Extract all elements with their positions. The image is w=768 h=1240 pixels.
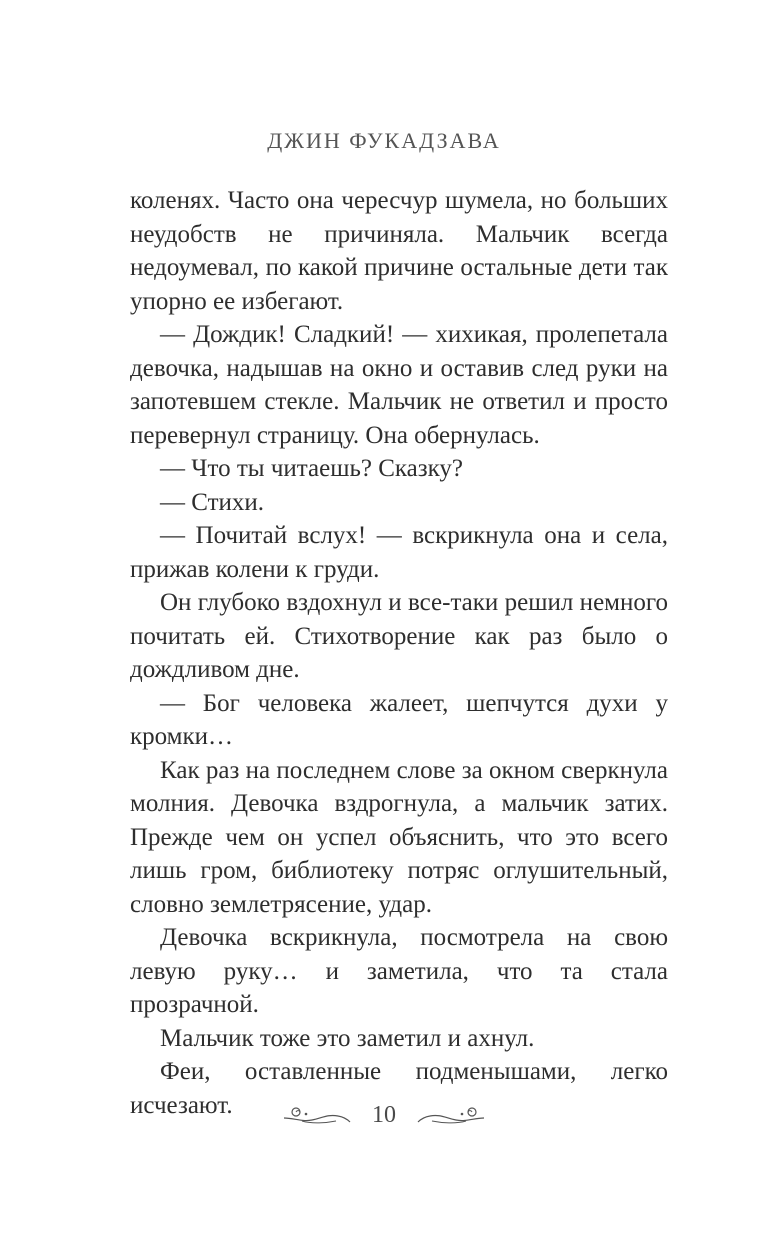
paragraph-7: — Бог человека жалеет, шепчутся духи у кромки… bbox=[130, 689, 668, 750]
paragraph-5: — Почитай вслух! — вскрикнула она и села, прижав колени к груди. bbox=[130, 522, 668, 583]
body-text bbox=[130, 184, 668, 1122]
running-head: ДЖИН ФУКАДЗАВА bbox=[267, 128, 501, 153]
flourish-ornament-left-icon bbox=[282, 1104, 352, 1128]
paragraph-4: — Стихи. bbox=[160, 488, 265, 516]
page-footer bbox=[0, 1102, 768, 1129]
flourish-ornament-right-icon bbox=[416, 1104, 486, 1128]
paragraph-11: Феи, оставленные подменышами, легко исчезают. bbox=[130, 1058, 668, 1119]
paragraph-6: Он глубоко вздохнул и все-таки решил немного почитать ей. Стихотворение как раз было о дождливом дне. bbox=[130, 589, 668, 683]
paragraph-3: — Что ты читаешь? Сказку? bbox=[160, 455, 463, 482]
paragraph-10: Мальчик тоже это заметил и ахнул. bbox=[160, 1024, 535, 1052]
paragraph-8: Как раз на последнем слове за окном сверкнула молния. Девочка вздрогнула, а мальчик затих. Прежде чем он успел объяснить, что это всего лишь гром, библиотеку потряс оглушительный, словно землетрясение, удар. bbox=[130, 756, 668, 918]
paragraph-2: — Дождик! Сладкий! — хихикая, пролепетала девочка, надышав на окно и оставив след руки на запотевшем стекле. Мальчик не ответил и просто перевернул страницу. Она обернулась. bbox=[130, 321, 668, 449]
paragraph-9: Девочка вскрикнула, посмотрела на свою левую руку… и заметила, что та стала прозрачной. bbox=[130, 924, 668, 1018]
paragraph-1: коленях. Часто она чересчур шумела, но больших неудобств не причиняла. Мальчик всегда недоумевал, по какой причине остальные дети так упорно ее избегают. bbox=[130, 187, 668, 315]
page-number: 10 bbox=[372, 1102, 396, 1128]
